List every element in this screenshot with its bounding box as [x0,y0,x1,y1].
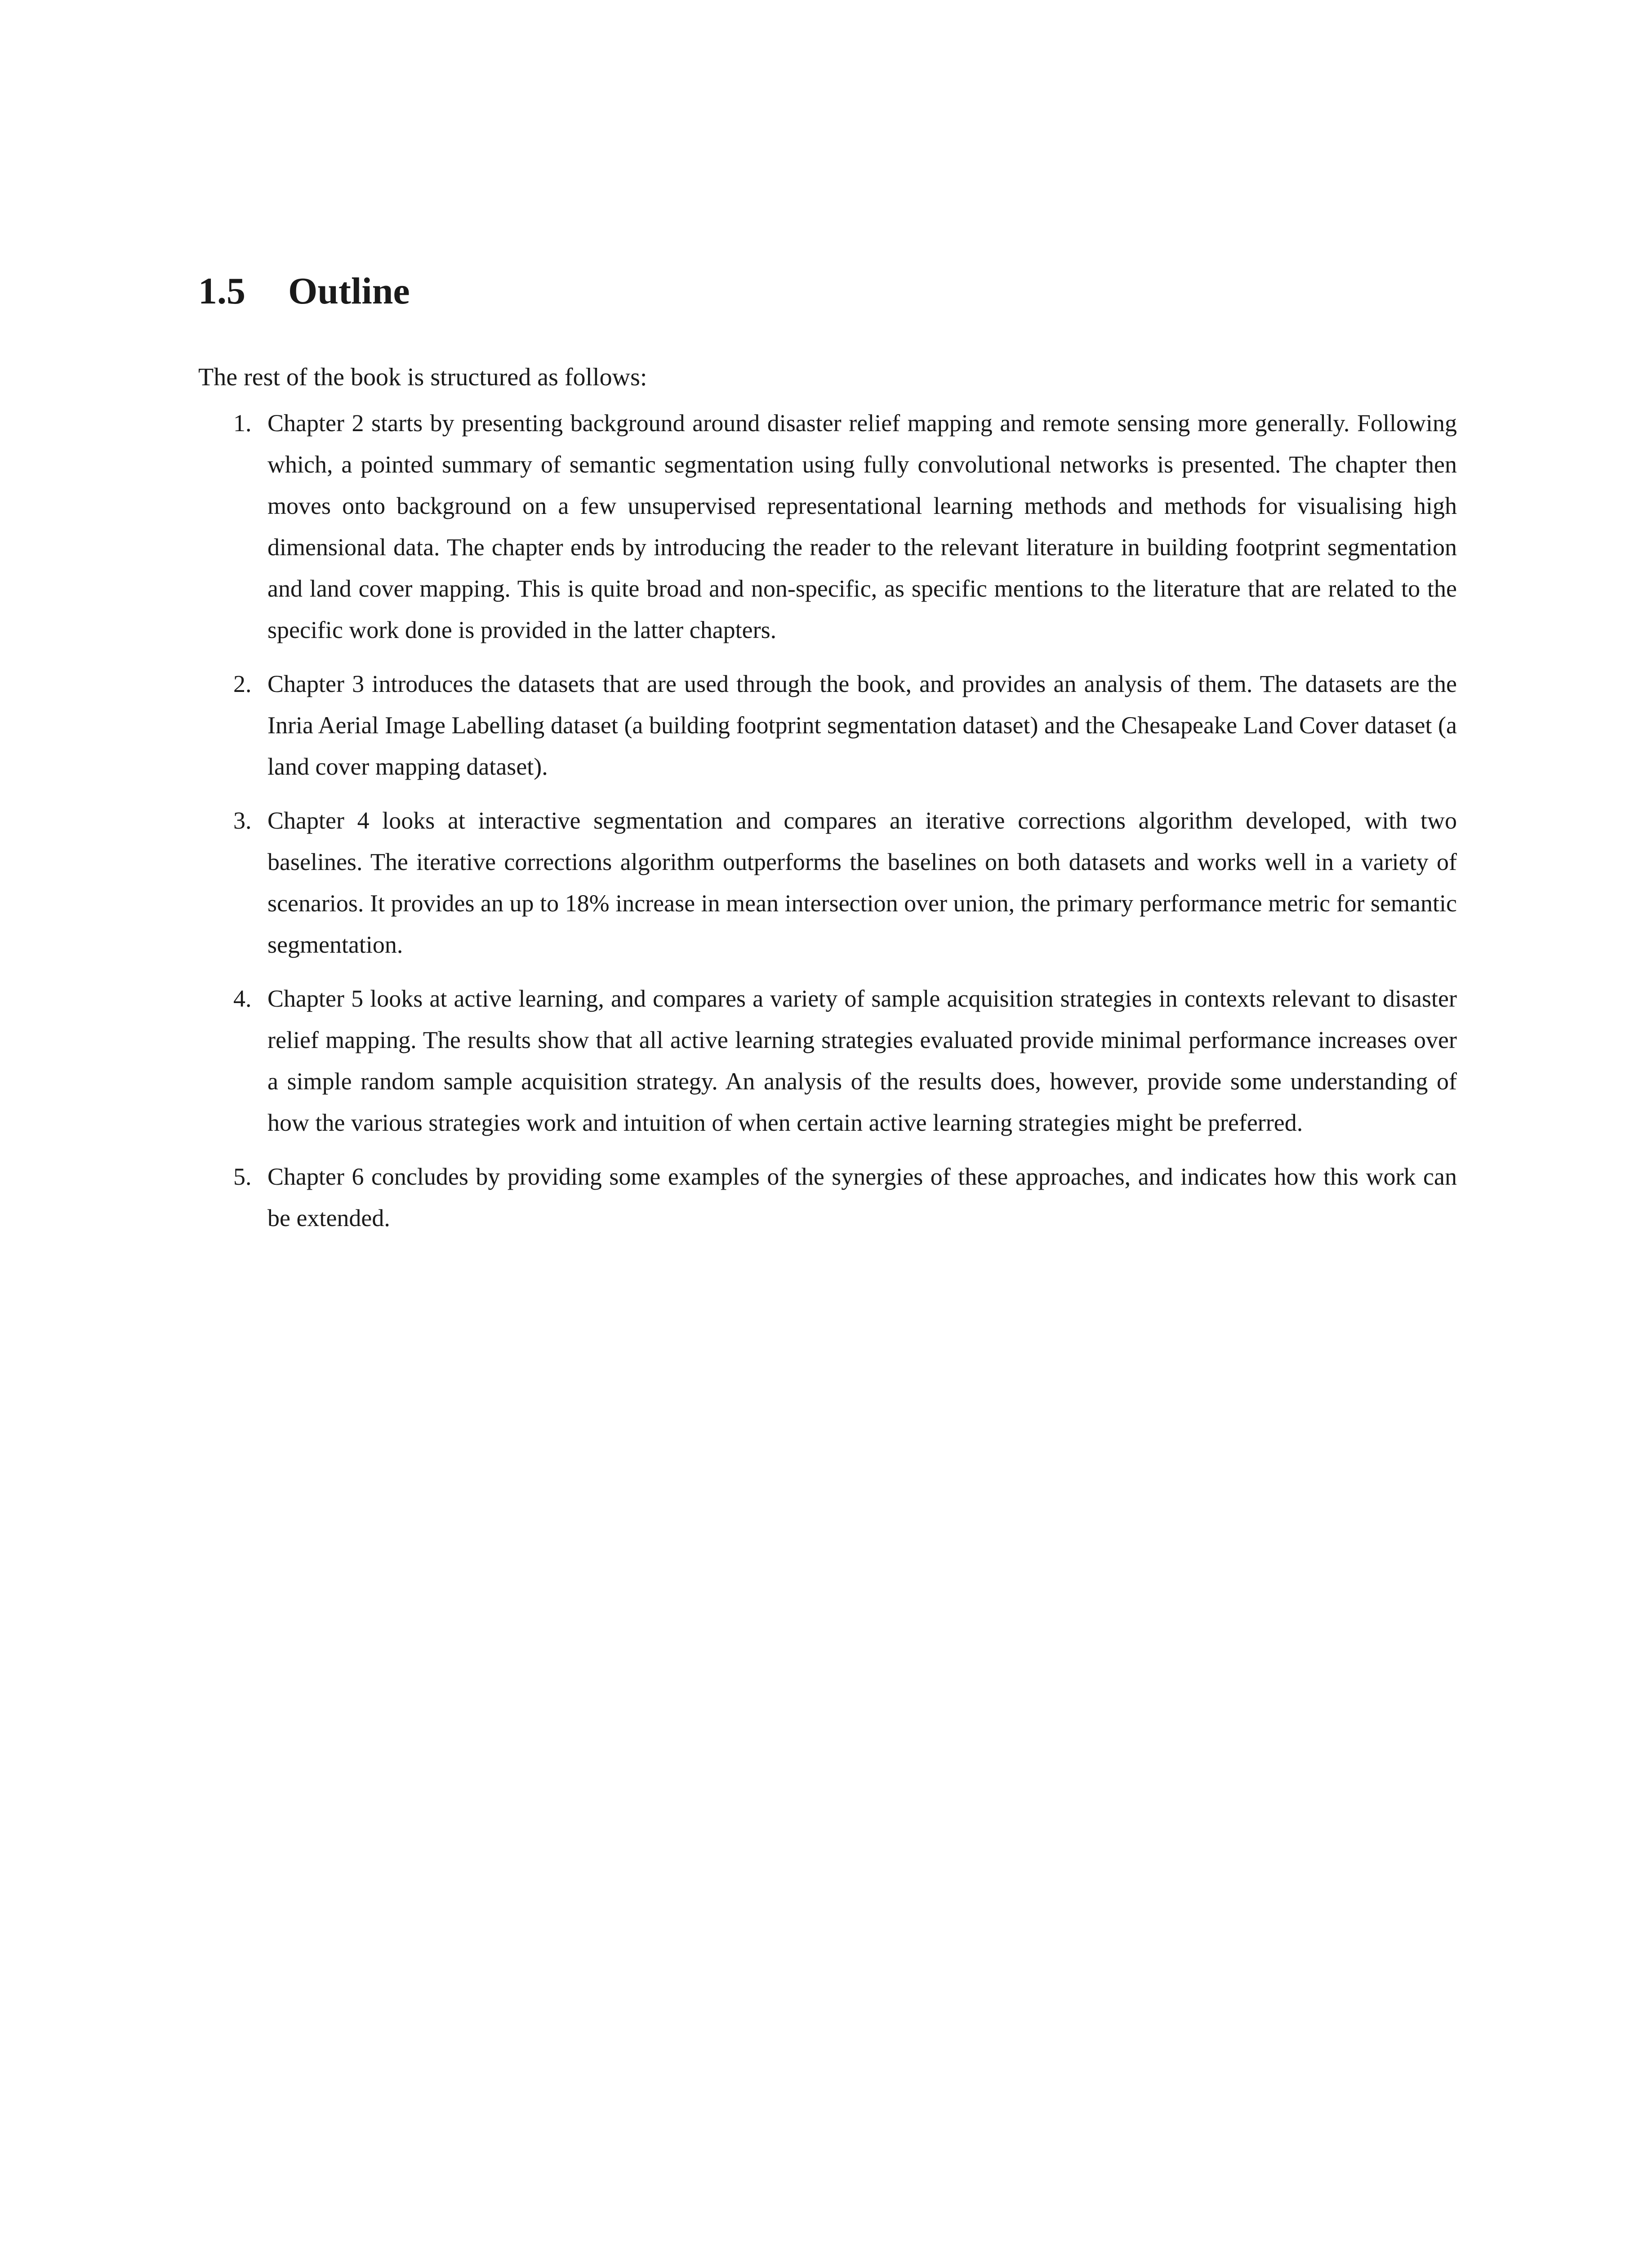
list-item-text: Chapter 2 starts by presenting background around disaster relief mapping and remote sensing more generally. Following which, a pointed summary of semantic segmentation using fully convolutional networks is presented. The chapter then moves onto background on a few unsupervised representational learning methods and methods for visualising high dimensional data. The chapter ends by introducing the reader to the relevant literature in building footprint segmentation and land cover mapping. This is quite broad and non-specific, as specific mentions to the literature that are related to the specific work done is provided in the latter chapters. [267,410,1457,643]
section-title: Outline [288,270,410,312]
list-item-chapter-3 [198,663,1457,787]
list-marker: 3. [233,807,252,834]
list-marker: 1. [233,410,252,437]
list-marker: 4. [233,985,252,1012]
list-item-chapter-5 [198,978,1457,1143]
list-item-text: Chapter 5 looks at active learning, and compares a variety of sample acquisition strategies in contexts relevant to disaster relief mapping. The results show that all active learning strategies evaluated provide minimal performance increases over a simple random sample acquisition strategy. An analysis of the results does, however, provide some understanding of how the various strategies work and intuition of when certain active learning strategies might be preferred. [267,985,1457,1136]
list-item-text: Chapter 4 looks at interactive segmentation and compares an iterative corrections algorithm developed, with two baselines. The iterative corrections algorithm outperforms the baselines on both datasets and works well in a variety of scenarios. It provides an up to 18% increase in mean intersection over union, the primary performance metric for semantic segmentation. [267,807,1457,958]
chapter-outline-list [198,402,1457,1251]
section-heading [198,264,410,318]
list-item-chapter-2 [198,402,1457,651]
list-item-text: Chapter 6 concludes by providing some examples of the synergies of these approaches, and indicates how this work can be extended. [267,1163,1457,1231]
list-item-chapter-4 [198,800,1457,965]
intro-paragraph: The rest of the book is structured as follows: [198,363,647,391]
section-number: 1.5 [198,270,245,312]
list-marker: 5. [233,1163,252,1190]
list-marker: 2. [233,670,252,697]
list-item-chapter-6 [198,1156,1457,1239]
list-item-text: Chapter 3 introduces the datasets that are used through the book, and provides an analysis of them. The datasets are the Inria Aerial Image Labelling dataset (a building footprint segmentation dataset) and the Chesapeake Land Cover dataset (a land cover mapping dataset). [267,670,1457,780]
